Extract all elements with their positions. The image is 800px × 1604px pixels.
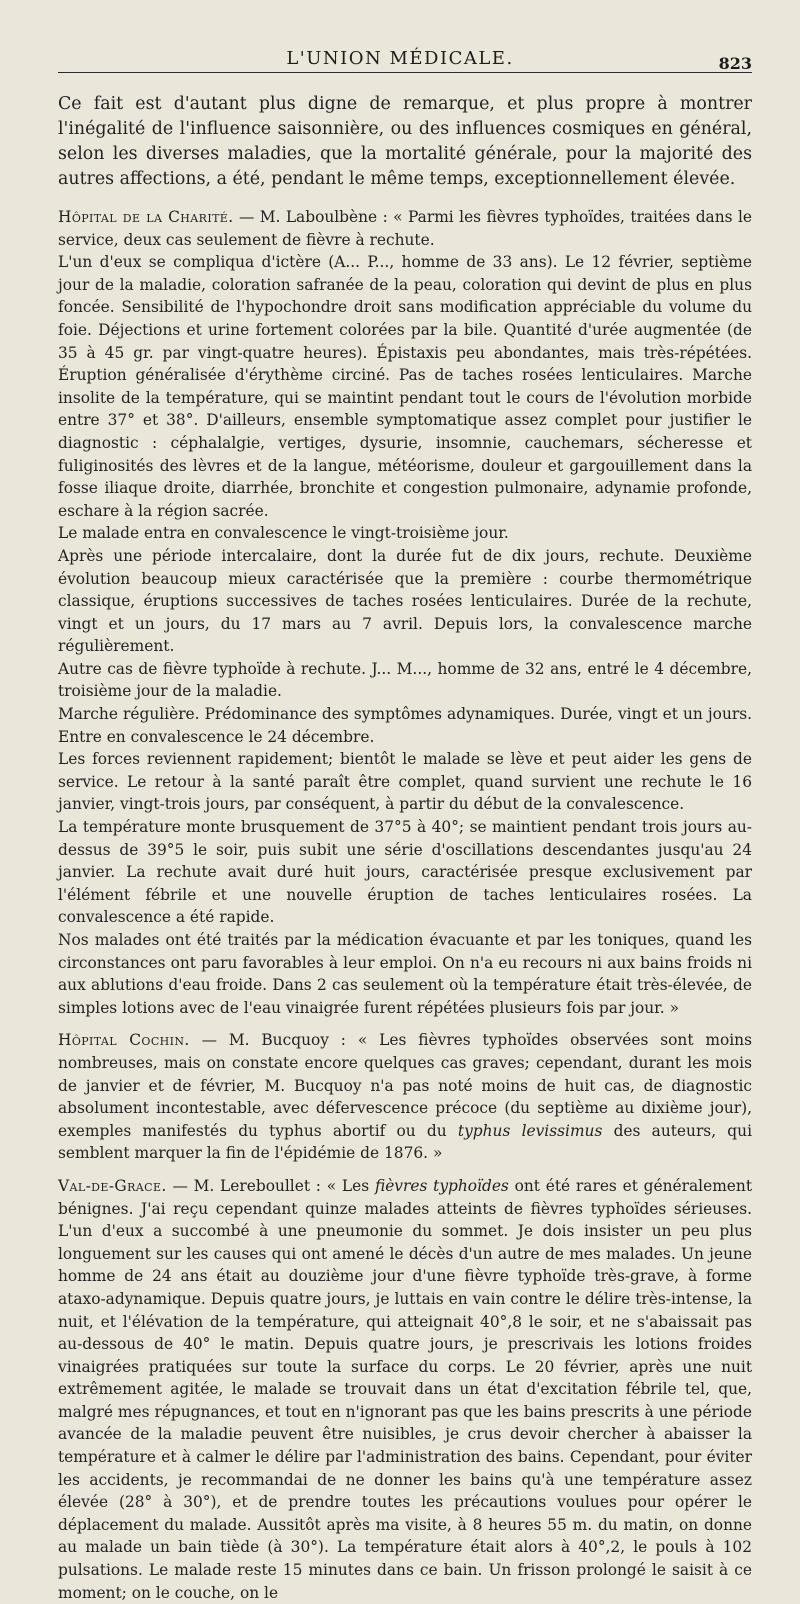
paragraph-text: — M. Lereboullet : « Les [166, 1176, 375, 1195]
paragraph-convalescence: Le malade entra en convalescence le vingt-troisième jour. [58, 524, 509, 543]
paragraph-text: — M. Laboulbène : « Parmi les fièvres typhoïdes, traitées dans le service, deux cas seulement de fièvre à rechute. [58, 208, 752, 249]
page-header [0, 44, 800, 74]
running-title: L'UNION MÉDICALE. [286, 48, 514, 69]
paragraph-val-de-grace [58, 1175, 752, 1604]
article-body [58, 92, 752, 1604]
page-number: 823 [718, 54, 752, 73]
italic-term: fièvres typhoïdes [374, 1176, 509, 1195]
paragraph-charite [58, 206, 752, 251]
paragraph-forces: Les forces reviennent rapidement; bientôt le malade se lève et peut aider les gens de service. Le retour à la santé paraît être complet, quand survient une rechute le 16 janvier, vingt-trois jours, par conséquent, à partir du début de la convalescence. [58, 750, 752, 814]
paragraph-case-ictere: L'un d'eux se compliqua d'ictère (A... P..., homme de 33 ans). Le 12 février, septième jour de la maladie, coloration safranée de la peau, coloration qui devint de plus en plus foncée. Sensibilité de l'hypochondre droit sans modification appréciable du volume du foie. Déjections et urine fortement colorées par la bile. Quantité d'urée augmentée (de 35 à 45 gr. par vingt-quatre heures). Épistaxis peu abondantes, mais très-répétées. Éruption généralisée d'érythème circiné. Pas de taches rosées lenticulaires. Marche insolite de la température, qui se maintint pendant tout le cours de l'évolution morbide entre 37° et 38°. D'ailleurs, ensemble symptomatique assez complet pour justifier le diagnostic : céphalalgie, vertiges, dysurie, insomnie, cauchemars, sécheresse et fuliginosités des lèvres et de la langue, météorisme, douleur et gargouillement dans la fosse iliaque droite, diarrhée, bronchite et congestion pulmonaire, adynamie profonde, eschare à la région sacrée. [58, 253, 752, 520]
paragraph-intro: Ce fait est d'autant plus digne de remarque, et plus propre à montrer l'inégalité de l'influence saisonnière, ou des influences cosmiques en général, selon les diverses maladies, que la mortalité générale, pour la majorité des autres affections, a été, pendant le même temps, exceptionnellement élevée. [58, 94, 752, 189]
paragraph-cochin [58, 1029, 752, 1165]
italic-term: typhus levissimus [457, 1121, 603, 1140]
section-heading-cochin: Hôpital Cochin. [58, 1031, 190, 1050]
paragraph-traitement: Nos malades ont été traités par la médication évacuante et par les toniques, quand les circonstances ont paru favorables à leur emploi. On n'a eu recours ni aux bains froids ni aux ablutions d'eau froide. Dans 2 cas seulement où la température était très-élevée, de simples lotions avec de l'eau vinaigrée furent répétées plusieurs fois par jour. » [58, 931, 752, 1017]
paragraph-autre-cas: Autre cas de fièvre typhoïde à rechute. J... M..., homme de 32 ans, entré le 4 décembre, troisième jour de la maladie. [58, 659, 752, 701]
paragraph-rechute: Après une période intercalaire, dont la durée fut de dix jours, rechute. Deuxième évolution beaucoup mieux caractérisée que la première : courbe thermométrique classique, éruptions successives de taches rosées lenticulaires. Durée de la rechute, vingt et un jours, du 17 mars au 7 avril. Depuis lors, la convalescence marche régulièrement. [58, 546, 752, 656]
section-heading-val-de-grace: Val-de-Grace. [58, 1176, 167, 1195]
paragraph-text: ont été rares et généralement bénignes. J'ai reçu cependant quinze malades atteints de fièvres typhoïdes sérieuses. L'un d'eux a succombé à une pneumonie du sommet. Je dois insister un peu plus longuement sur les causes qui ont amené le décès d'un autre de mes malades. Un jeune homme de 24 ans était au douzième jour d'une fièvre typhoïde très-grave, à forme ataxo-adynamique. Depuis quatre jours, je luttais en vain contre le délire très-intense, la nuit, et l'élévation de la température, qui atteignait 40°,8 le soir, et ne s'abaissait pas au-dessous de 40° le matin. Depuis quatre jours, je prescrivais les lotions froides vinaigrées pratiquées sur toute la surface du corps. Le 20 février, après une nuit extrêmement agitée, le malade se trouvait dans un état d'excitation fébrile tel, que, malgré mes répugnances, et tout en n'ignorant pas que les bains prescrits à une période avancée de la maladie peuvent être nuisibles, je crus devoir chercher à abaisser la température et à calmer le délire par l'administration des bains. Cependant, pour éviter les accidents, je recommandai de ne donner les bains qu'à une température assez élevée (28° à 30°), et de prendre toutes les précautions voulues pour opérer le déplacement du malade. Aussitôt après ma visite, à 8 heures 55 m. du matin, on donne au malade un bain tiède (à 30°). La température était alors à 40°,2, le pouls à 102 pulsations. Le malade reste 15 minutes dans ce bain. Un frisson prolongé le saisit à ce moment; on le couche, on le [58, 1176, 753, 1602]
paragraph-temperature: La température monte brusquement de 37°5 à 40°; se maintient pendant trois jours au-dessus de 39°5 le soir, puis subit une série d'oscillations descendantes jusqu'au 24 janvier. La rechute avait duré huit jours, caractérisée presque exclusivement par l'élément fébrile et une nouvelle éruption de taches lenticulaires rosées. La convalescence a été rapide. [58, 818, 752, 927]
section-heading-charite: Hôpital de la Charité. [58, 208, 234, 226]
paragraph-text: — M. Bucquoy : « Les fièvres typhoïdes observées sont moins nombreuses, mais on constate encore quelques cas graves; cependant, durant les mois de janvier et de février, M. Bucquoy n'a pas noté moins de huit cas, de diagnostic absolument incontestable, avec défervescence précoce (du septième au dixième jour), exemples manifestés du typhus abortif ou du [58, 1031, 752, 1140]
paragraph-marche: Marche régulière. Prédominance des symptômes adynamiques. Durée, vingt et un jours. Entre en convalescence le 24 décembre. [58, 705, 752, 746]
paragraph-text: des auteurs, qui semblent marquer la fin de l'épidémie de 1876. » [58, 1121, 752, 1163]
header-rule [58, 72, 752, 73]
